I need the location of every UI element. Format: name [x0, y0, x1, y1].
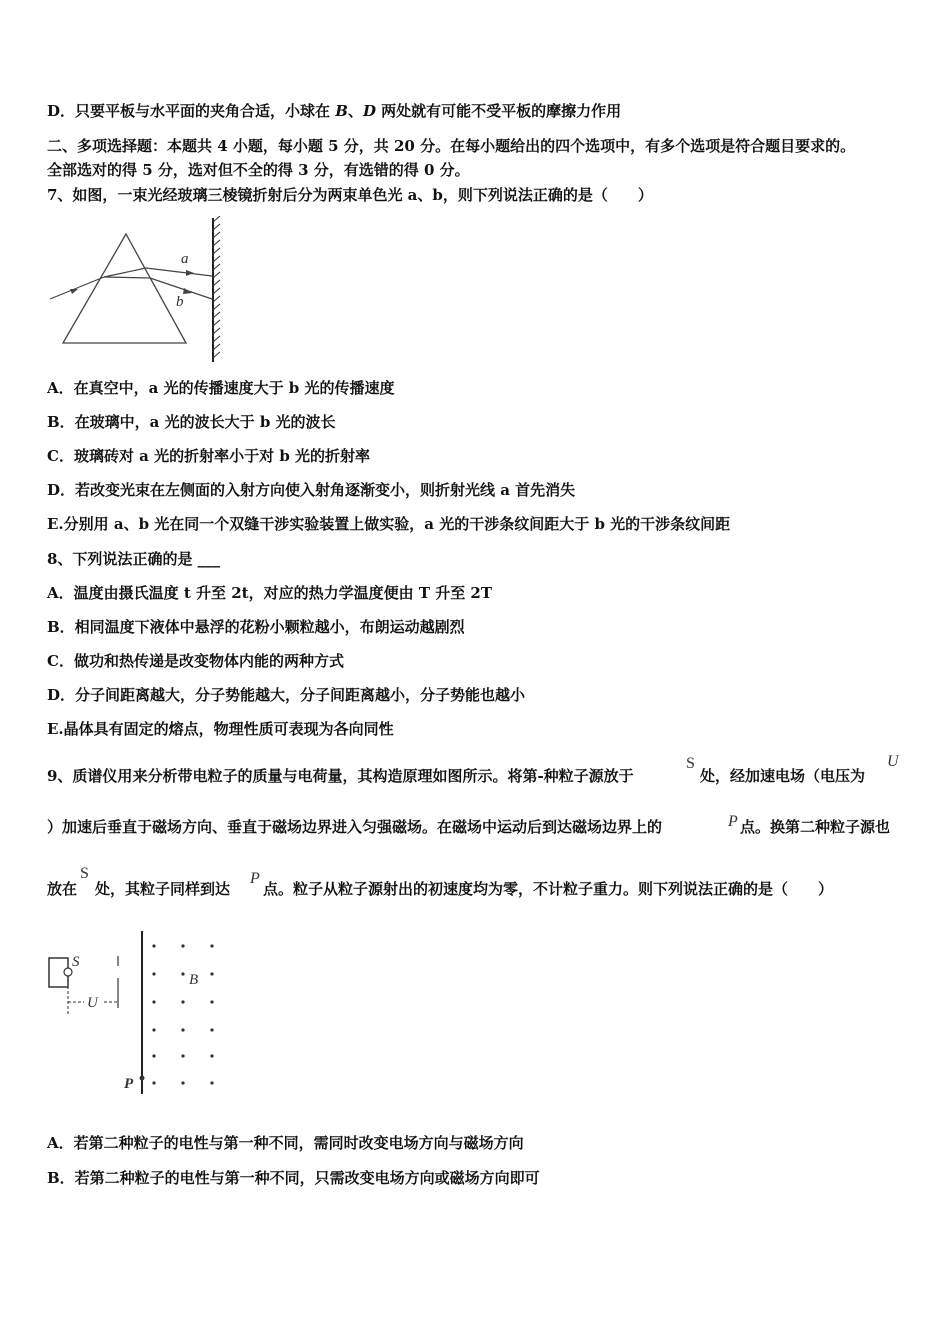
q7-option-e: E.分别用 a、b 光在同一个双缝干涉实验装置上做实验，a 光的干涉条纹间距大于 b 光的干涉条纹间距 — [47, 515, 731, 533]
q8-option-b: B．相同温度下液体中悬浮的花粉小颗粒越小，布朗运动越剧烈 — [47, 618, 465, 636]
q9-stem-line2a: ）加速后垂直于磁场方向、垂直于磁场边界进入匀强磁场。在磁场中运动后到达磁场边界上的 — [47, 818, 663, 836]
q8-option-a: A．温度由摄氏温度 t 升至 2t，对应的热力学温度便由 T 升至 2T — [47, 584, 493, 602]
prism-label-a: a — [181, 251, 189, 267]
q9-symbol-s: S — [686, 755, 695, 772]
prism-figure — [46, 216, 226, 366]
q9-option-b: B．若第二种粒子的电性与第一种不同，只需改变电场方向或磁场方向即可 — [47, 1169, 540, 1187]
q9-stem-line3c: 点。粒子从粒子源射出的初速度均为零，不计粒子重力。则下列说法正确的是（ ） — [263, 880, 834, 898]
q8-option-c: C．做功和热传递是改变物体内能的两种方式 — [47, 652, 344, 670]
q9-symbol-p-2: P — [250, 870, 260, 887]
q7-option-c: C．玻璃砖对 a 光的折射率小于对 b 光的折射率 — [47, 447, 371, 465]
q7-option-d: D．若改变光束在左侧面的入射方向使入射角逐渐变小，则折射光线 a 首先消失 — [47, 481, 576, 499]
q9-symbol-p: P — [728, 813, 738, 830]
q9-stem-line3a: 放在 — [47, 880, 78, 898]
q9-option-a: A．若第二种粒子的电性与第一种不同，需同时改变电场方向与磁场方向 — [47, 1134, 524, 1152]
prism-label-b: b — [176, 294, 184, 310]
q7-option-a: A．在真空中，a 光的传播速度大于 b 光的传播速度 — [47, 379, 395, 397]
q8-stem: 8、下列说法正确的是 ___ — [47, 550, 221, 568]
spectrometer-label-b: B — [189, 972, 199, 988]
q9-stem-line1a: 9、质谱仪用来分析带电粒子的质量与电荷量，其构造原理如图所示。将第-种粒子源放于 — [47, 767, 634, 785]
spectrometer-label-s: S — [72, 954, 80, 970]
section-2-heading-line1: 二、多项选择题：本题共 4 小题，每小题 5 分，共 20 分。在每小题给出的四个选项中，有多个选项是符合题目要求的。 — [47, 137, 856, 155]
q9-symbol-u: U — [887, 753, 899, 770]
q7-option-b: B．在玻璃中，a 光的波长大于 b 光的波长 — [47, 413, 336, 431]
q9-stem-line3b: 处，其粒子同样到达 — [95, 880, 231, 898]
q7-stem: 7、如图，一束光经玻璃三棱镜折射后分为两束单色光 a、b，则下列说法正确的是（ ） — [47, 186, 653, 204]
section-2-heading-line2: 全部选对的得 5 分，选对但不全的得 3 分，有选错的得 0 分。 — [47, 161, 470, 179]
q9-stem-line2b: 点。换第二种粒子源也 — [740, 818, 891, 836]
spectrometer-label-p: P — [124, 1076, 134, 1092]
mass-spectrometer-figure — [44, 928, 234, 1098]
spectrometer-label-u: U — [87, 995, 98, 1011]
q8-option-e: E.晶体具有固定的熔点，物理性质可表现为各向同性 — [47, 720, 394, 738]
q8-option-d: D．分子间距离越大，分子势能越大，分子间距离越小，分子势能也越小 — [47, 686, 526, 704]
q6-option-d: D．只要平板与水平面的夹角合适，小球在 B、D 两处就有可能不受平板的摩擦力作用 — [47, 102, 622, 120]
q9-stem-line1b: 处，经加速电场（电压为 — [700, 767, 866, 785]
q9-symbol-s-2: S — [80, 865, 89, 882]
